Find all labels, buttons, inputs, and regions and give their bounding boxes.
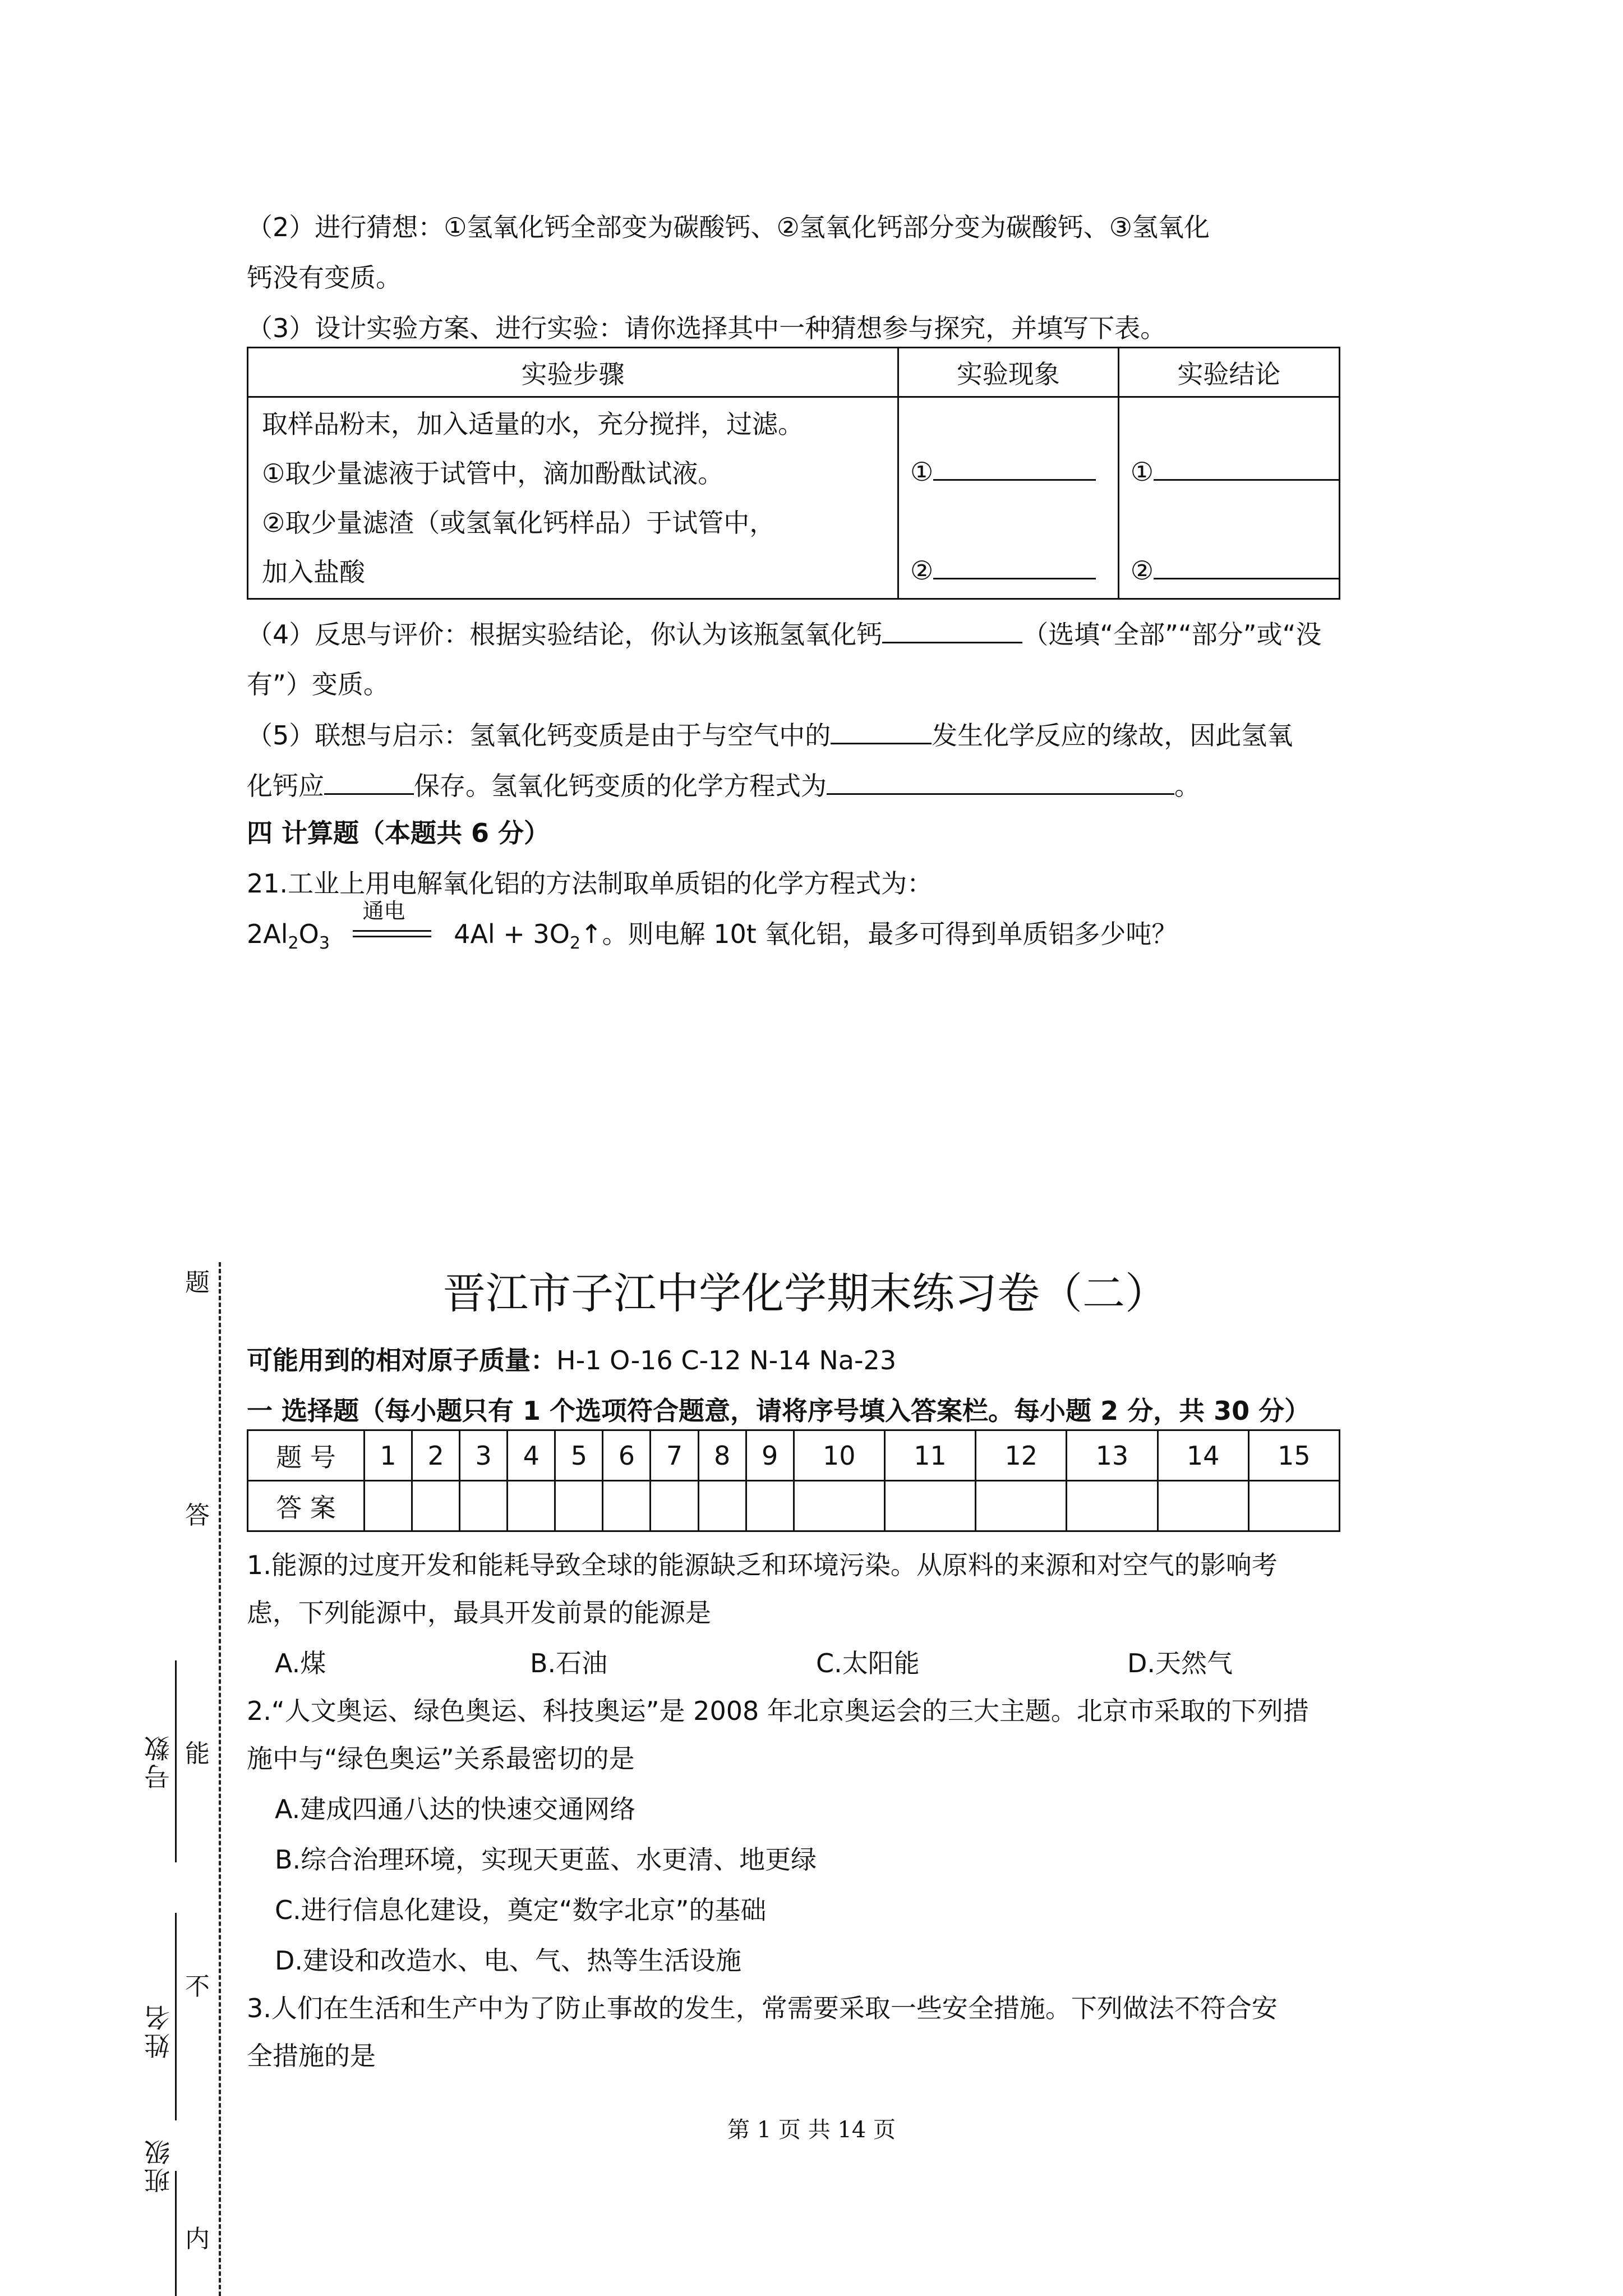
row-label-number: 题 号 (248, 1430, 365, 1481)
question-number: 14 (1158, 1430, 1248, 1481)
q5-line1: （5）联想与启示：氢氧化钙变质是由于与空气中的 发生化学反应的缘故，因此氢氧 (247, 718, 1293, 752)
q5-blank-3[interactable] (827, 769, 1174, 795)
label-name: 姓名 (144, 2003, 174, 2059)
answer-cell[interactable] (884, 1481, 975, 1531)
q1-option-a: A.煤 (275, 1648, 326, 1678)
step-line: ②取少量滤渣（或氢氧化钙样品）于试管中， (262, 507, 776, 538)
q2-option-d: D.建设和改造水、电、气、热等生活设施 (275, 1945, 742, 1976)
binding-char-ti: 题 (185, 1268, 210, 1297)
experiment-steps-cell (248, 397, 898, 599)
question-number: 6 (603, 1430, 651, 1481)
header-phenomenon: 实验现象 (898, 348, 1119, 397)
answer-table (247, 1429, 1340, 1532)
answer-cell[interactable] (555, 1481, 603, 1531)
phenomenon-cell (898, 397, 1119, 599)
question-number: 2 (412, 1430, 460, 1481)
q4-line1: （4）反思与评价：根据实验结论，你认为该瓶氢氧化钙 （选填“全部”“部分”或“没 (247, 617, 1321, 651)
step-line: 取样品粉末，加入适量的水，充分搅拌，过滤。 (262, 408, 804, 439)
class-blank[interactable] (175, 2171, 177, 2296)
q2-option-b: B.综合治理环境，实现天更蓝、水更清、地更绿 (275, 1844, 817, 1875)
q4-line2: 有”）变质。 (247, 669, 389, 700)
q4-blank[interactable] (882, 617, 1022, 643)
header-steps: 实验步骤 (248, 348, 898, 397)
answer-cell[interactable] (1067, 1481, 1158, 1531)
answer-cell[interactable] (698, 1481, 746, 1531)
answer-cell[interactable] (508, 1481, 555, 1531)
equation-condition: 通电 (353, 922, 431, 950)
answer-cell[interactable] (1158, 1481, 1248, 1531)
conclusion-blank-1[interactable] (1154, 454, 1339, 481)
binding-char-bu: 不 (185, 1972, 210, 2001)
step-line: 加入盐酸 (262, 556, 365, 587)
q2-option-c: C.进行信息化建设，奠定“数字北京”的基础 (275, 1895, 767, 1925)
question-number: 5 (555, 1430, 603, 1481)
mark-1: ① (910, 457, 934, 487)
question-number: 4 (508, 1430, 555, 1481)
phenomenon-blank-2[interactable] (933, 553, 1096, 579)
q1-line2: 虑，下列能源中，最具开发前景的能源是 (247, 1598, 711, 1628)
question-number: 9 (746, 1430, 794, 1481)
q3-exam-line2: 全措施的是 (247, 2041, 376, 2071)
binding-char-neng: 能 (185, 1740, 210, 1768)
q2-exam-line2: 施中与“绿色奥运”关系最密切的是 (247, 1743, 635, 1774)
q3-instruction: （3）设计实验方案、进行实验：请你选择其中一种猜想参与探究，并填写下表。 (247, 313, 1166, 343)
q1-line1: 1.能源的过度开发和能耗导致全球的能源缺乏和环境污染。从原料的来源和对空气的影响考 (247, 1550, 1278, 1580)
q5-blank-1[interactable] (831, 718, 932, 744)
question-number: 13 (1067, 1430, 1158, 1481)
question-number: 3 (460, 1430, 508, 1481)
answer-cell[interactable] (603, 1481, 651, 1531)
answer-cell[interactable] (365, 1481, 412, 1531)
atomic-mass-line: 可能用到的相对原子质量：H-1 O-16 C-12 N-14 Na-23 (247, 1345, 897, 1375)
exam-title: 晋江市子江中学化学期末练习卷（二） (443, 1268, 1168, 1318)
q21-equation: $2Al_2O_3$ 通电 $4Al + 3O_2↑$。则电解 10t 氧化铝，最多可得到单质铝多少吨？ (247, 898, 1178, 954)
q5-blank-2[interactable] (324, 769, 414, 795)
q2-exam-line1: 2.“人文奥运、绿色奥运、科技奥运”是 2008 年北京奥运会的三大主题。北京市采取的下列措 (247, 1696, 1309, 1726)
answer-cell[interactable] (794, 1481, 884, 1531)
section-4-heading: 四 计算题（本题共 6 分） (247, 818, 550, 848)
conclusion-cell (1118, 397, 1339, 599)
experiment-table (247, 347, 1340, 600)
binding-char-nei: 内 (185, 2225, 210, 2253)
q2-line2: 钙没有变质。 (247, 263, 402, 293)
header-conclusion: 实验结论 (1118, 348, 1339, 397)
mark-2: ② (1130, 555, 1154, 586)
q2-line1: （2）进行猜想：①氢氧化钙全部变为碳酸钙、②氢氧化钙部分变为碳酸钙、③氢氧化 (247, 212, 1210, 242)
q5-line2: 化钙应 保存。氢氧化钙变质的化学方程式为 。 (247, 769, 1200, 803)
phenomenon-blank-1[interactable] (933, 454, 1096, 481)
mark-1: ① (1130, 457, 1154, 487)
section-1-heading: 一 选择题（每小题只有 1 个选项符合题意，请将序号填入答案栏。每小题 2 分，共 30 分） (247, 1396, 1311, 1426)
question-number: 1 (365, 1430, 412, 1481)
conclusion-blank-2[interactable] (1154, 553, 1339, 579)
student-number-blank[interactable] (175, 1660, 177, 1862)
binding-char-da: 答 (185, 1501, 210, 1530)
q1-option-b: B.石油 (530, 1648, 608, 1678)
row-label-answer: 答 案 (248, 1481, 365, 1531)
question-number: 11 (884, 1430, 975, 1481)
answer-cell[interactable] (460, 1481, 508, 1531)
q1-option-d: D.天然气 (1127, 1648, 1233, 1678)
label-class: 班级 (144, 2137, 174, 2193)
gas-arrow: ↑ (580, 919, 602, 949)
answer-cell[interactable] (746, 1481, 794, 1531)
q2-option-a: A.建成四通八达的快速交通网络 (275, 1794, 636, 1824)
page-footer: 第 1 页 共 14 页 (727, 2117, 896, 2143)
question-number: 10 (794, 1430, 884, 1481)
mark-2: ② (910, 555, 934, 586)
answer-cell[interactable] (651, 1481, 698, 1531)
answer-cell[interactable] (412, 1481, 460, 1531)
question-number: 8 (698, 1430, 746, 1481)
q1-option-c: C.太阳能 (816, 1648, 920, 1678)
label-student-number: 号数 (144, 1733, 174, 1789)
q21-line1: 21.工业上用电解氧化铝的方法制取单质铝的化学方程式为： (247, 868, 933, 899)
answer-cell[interactable] (976, 1481, 1067, 1531)
name-blank[interactable] (175, 1913, 177, 2120)
question-number: 7 (651, 1430, 698, 1481)
step-line: ①取少量滤液于试管中，滴加酚酞试液。 (262, 458, 724, 489)
question-number: 12 (976, 1430, 1067, 1481)
q3-exam-line1: 3.人们在生活和生产中为了防止事故的发生，常需要采取一些安全措施。下列做法不符合安 (247, 1993, 1278, 2023)
answer-cell[interactable] (1248, 1481, 1339, 1531)
question-number: 15 (1248, 1430, 1339, 1481)
